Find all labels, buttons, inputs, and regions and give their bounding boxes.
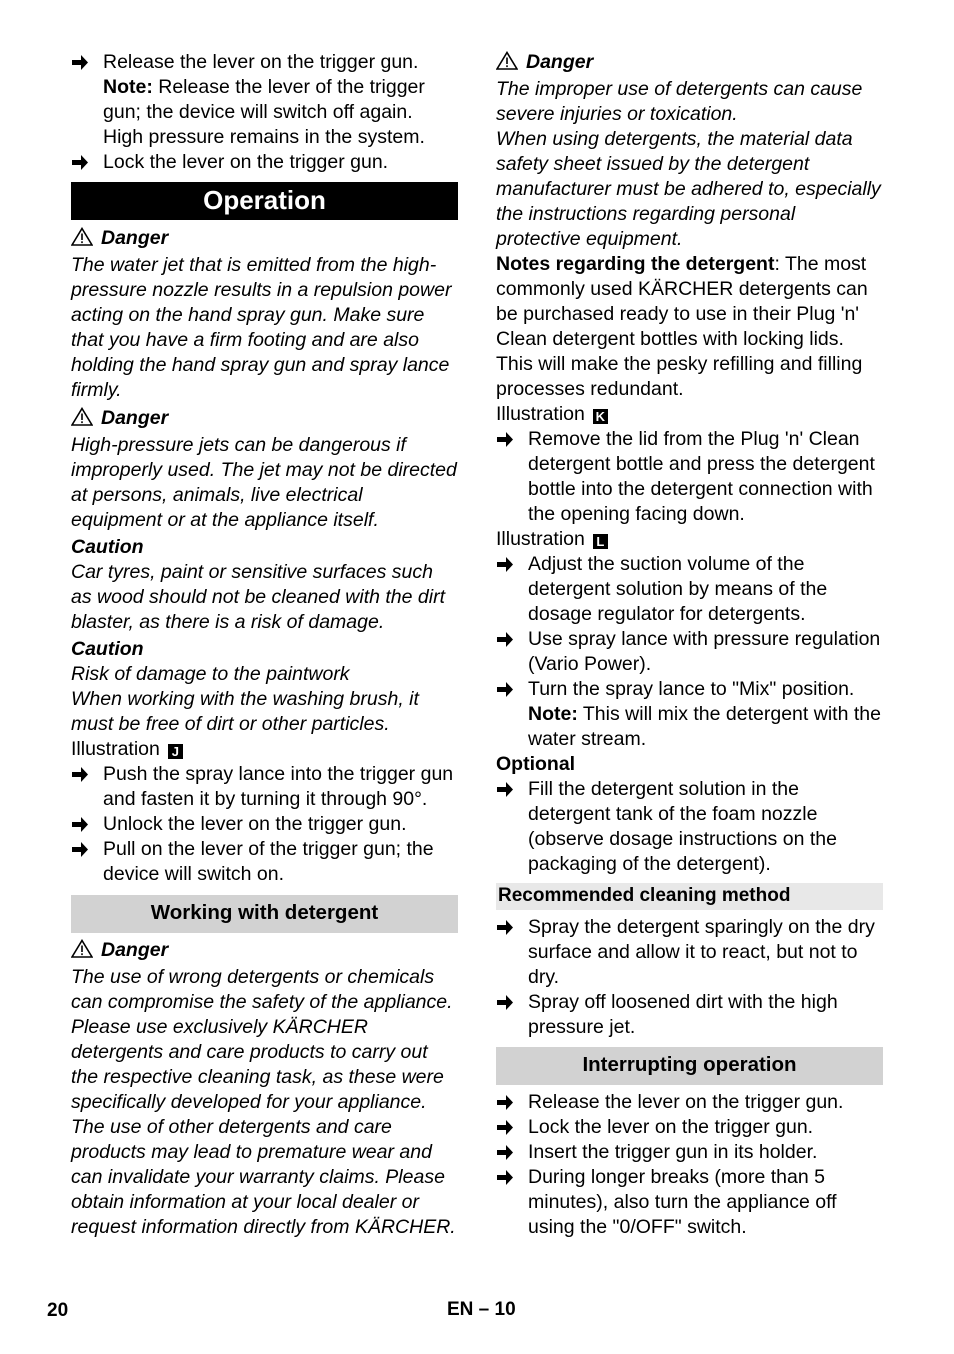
caution-text: Car tyres, paint or sensitive surfaces such as wood should not be cleaned with the dirt blaster, as there is a risk of damage. xyxy=(71,561,445,633)
step-use-vario-lance: Use spray lance with pressure regulation (Vario Power). xyxy=(496,627,883,677)
step-longer-breaks: During longer breaks (more than 5 minutes), also turn the appliance off using the "0/OFF" switch. xyxy=(496,1165,883,1240)
illustration-letter-badge: J xyxy=(168,744,183,759)
section-heading-operation: Operation xyxy=(71,182,458,220)
arrow-icon xyxy=(496,1165,518,1190)
arrow-icon xyxy=(496,552,518,577)
caution-text: When working with the washing brush, it must be free of dirt or other particles. xyxy=(71,688,419,735)
left-column xyxy=(71,50,458,1240)
caution-text: Risk of damage to the paintwork xyxy=(71,663,350,685)
arrow-icon xyxy=(496,990,518,1015)
optional-label: Optional xyxy=(496,753,576,775)
danger-heading: Danger xyxy=(71,938,458,965)
warning-icon xyxy=(71,939,93,965)
danger-text: The use of wrong detergents or chemicals can compromise the safety of the appliance. xyxy=(71,966,453,1013)
step-spray-off-dirt: Spray off loosened dirt with the high pressure jet. xyxy=(496,990,883,1040)
step-fill-foam-tank: Fill the detergent solution in the detergent tank of the foam nozzle (observe dosage instructions on the packaging of the detergent). xyxy=(496,777,883,877)
step-lock-lever: Lock the lever on the trigger gun. xyxy=(496,1115,883,1140)
illustration-letter-badge: K xyxy=(593,409,608,424)
arrow-icon xyxy=(496,777,518,802)
danger-text: The water jet that is emitted from the high-pressure nozzle results in a repulsion power acting on the hand spray gun. Make sure that you have a firm footing and are also holding the hand spray gun and spray lance firmly. xyxy=(71,254,452,401)
step-insert-gun: Insert the trigger gun in its holder. xyxy=(496,1140,883,1165)
danger-text: The improper use of detergents can cause severe injuries or toxication. xyxy=(496,78,863,125)
caution-heading: Caution xyxy=(71,638,144,660)
illustration-ref: Illustration J xyxy=(71,737,458,762)
arrow-icon xyxy=(496,427,518,452)
caution-heading: Caution xyxy=(71,536,144,558)
arrow-icon xyxy=(496,677,518,702)
arrow-icon xyxy=(71,812,93,837)
section-heading-recommended-cleaning: Recommended cleaning method xyxy=(496,883,883,910)
step-spray-detergent: Spray the detergent sparingly on the dry surface and allow it to react, but not to dry. xyxy=(496,915,883,990)
step-turn-to-mix: Turn the spray lance to "Mix" position. Note: This will mix the detergent with the water stream. xyxy=(496,677,883,752)
danger-heading: Danger xyxy=(496,50,883,77)
step-release-lever: Release the lever on the trigger gun. Note: Release the lever of the trigger gun; the device will switch off again. High pressure remains in the system. xyxy=(71,50,458,150)
step-lock-lever: Lock the lever on the trigger gun. xyxy=(71,150,458,175)
section-heading-interrupting: Interrupting operation xyxy=(496,1047,883,1085)
warning-icon xyxy=(71,407,93,433)
arrow-icon xyxy=(71,150,93,175)
arrow-icon xyxy=(496,627,518,652)
step-pull-lever: Pull on the lever of the trigger gun; the device will switch on. xyxy=(71,837,458,887)
illustration-letter-badge: L xyxy=(593,534,608,549)
danger-heading: Danger xyxy=(71,226,458,253)
arrow-icon xyxy=(496,1115,518,1140)
detergent-notes: Notes regarding the detergent: The most commonly used KÄRCHER detergents can be purchased ready to use in their Plug 'n' Clean detergent bottles with locking lids. This will make the pesky refilling and filling processes redundant. xyxy=(496,253,868,400)
page-number: 20 xyxy=(47,1300,69,1321)
step-push-lance: Push the spray lance into the trigger gun and fasten it by turning it through 90°. xyxy=(71,762,458,812)
warning-icon xyxy=(71,227,93,253)
section-heading-detergent: Working with detergent xyxy=(71,895,458,933)
step-adjust-suction: Adjust the suction volume of the detergent solution by means of the dosage regulator for detergents. xyxy=(496,552,883,627)
arrow-icon xyxy=(71,762,93,787)
arrow-icon xyxy=(496,915,518,940)
illustration-ref: Illustration K xyxy=(496,402,883,427)
arrow-icon xyxy=(496,1090,518,1115)
step-unlock-lever: Unlock the lever on the trigger gun. xyxy=(71,812,458,837)
arrow-icon xyxy=(71,50,93,75)
arrow-icon xyxy=(496,1140,518,1165)
arrow-icon xyxy=(71,837,93,862)
step-remove-lid: Remove the lid from the Plug 'n' Clean detergent bottle and press the detergent bottle into the detergent connection with the opening facing down. xyxy=(496,427,883,527)
step-release-lever: Release the lever on the trigger gun. xyxy=(496,1090,883,1115)
danger-heading: Danger xyxy=(71,406,458,433)
illustration-ref: Illustration L xyxy=(496,527,883,552)
section-page-label: EN – 10 xyxy=(447,1299,516,1320)
warning-icon xyxy=(496,51,518,77)
right-column xyxy=(496,50,883,1240)
danger-text: Please use exclusively KÄRCHER detergents and care products to carry out the respective cleaning task, as these were specifically developed for your appliance. The use of other detergents and care products may lead to premature wear and can invalidate your warranty claims. Please obtain information at your local dealer or request information directly from KÄRCHER. xyxy=(71,1016,456,1238)
danger-text: When using detergents, the material data safety sheet issued by the detergent manufacturer must be adhered to, especially the instructions regarding personal protective equipment. xyxy=(496,128,881,250)
danger-text: High-pressure jets can be dangerous if improperly used. The jet may not be directed at persons, animals, live electrical equipment or at the appliance itself. xyxy=(71,434,457,531)
